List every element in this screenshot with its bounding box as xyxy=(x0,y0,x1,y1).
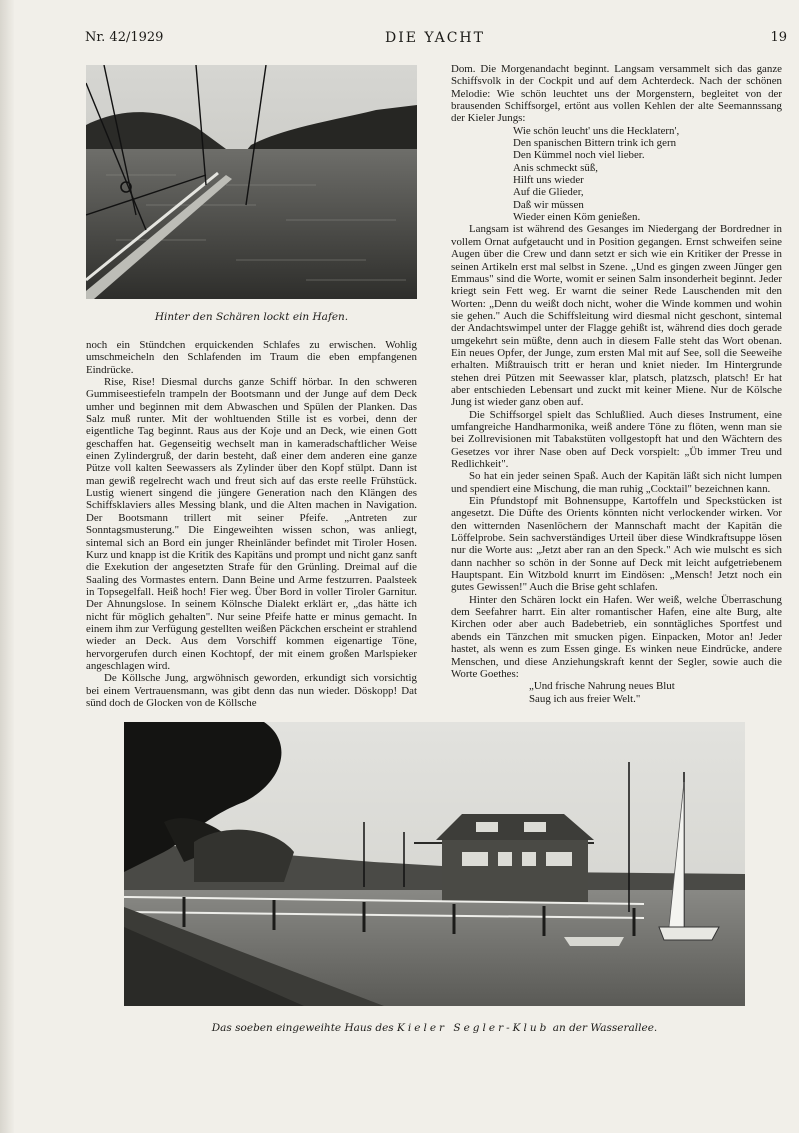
poem-line: Anis schmeckt süß, xyxy=(513,161,598,174)
issue-number: Nr. 42/1929 xyxy=(85,30,164,45)
goethe-quote xyxy=(451,680,782,705)
paragraph: Dom. Die Morgenandacht beginnt. Langsam versammelt sich das ganze Schiffsvolk in der Cockpit und auf dem Achterdeck. Nach der schönen Melodie: Wie schön leuchtet uns der Morgenstern, begleitet von der brausenden Schiffsorgel, ertönt aus vollen Kehlen der alte Seemannssang der Kieler Jungs: xyxy=(451,63,782,125)
figure-caption-clubhouse xyxy=(124,1022,745,1034)
page-edge xyxy=(0,0,14,1133)
paragraph: Die Schiffsorgel spielt das Schlußlied. Auch dieses Instrument, eine umfangreiche Handharmonika, weiß andere Töne zu flöten, wenn man sie bei Zollrevisionen mit Tabakstüten vollgestopft hat und den Wächtern des Gesetzes vor ihrer Nase oben auf Deck vorspielt: „Üb immer Treu und Redlichkeit". xyxy=(451,408,782,470)
poem-line: Den Kümmel noch viel lieber. xyxy=(513,149,645,162)
caption-club-name: Kieler Segler-Klub xyxy=(397,1022,550,1034)
figure-caption-skerries: Hinter den Schären lockt ein Hafen. xyxy=(154,311,349,323)
page-number: 19 xyxy=(770,30,787,45)
poem-line: Auf die Glieder, xyxy=(513,186,584,199)
paragraph: Langsam ist während des Gesanges im Niedergang der Bordredner in vollem Ornat aufgetaucht und in Position gegangen. Ernst schweifen seine Augen über die Crew und dann setzt er sich wie ein Kritiker der Presse in seinen Artikeln erst mal selbst in Szene. „Und es gingen zween Jünger gen Emmaus" sind die Worte, womit er seinen Salm insonderheit beginnt. Jeder kriegt sein Fett weg. Er warnt die seiner Rede Lauschenden mit den Worten: „Denn du weißt doch nicht, woher die Winde kommen und wohin sie gehen." Auch die Schiffsleitung wird diesmal nicht geschont, sintemal der Andachtswimpel unter der Flagge gehißt ist, während dies doch gerade umgekehrt sein müßte, denn auch in diesem Falle steht das Wort obenan. Ein neues Opfer, der Junge, zum ersten Mal mit auf See, soll die Seeweihe erhalten. Mißtrauisch tritt er heran und kniet nieder. Im Hintergrunde stehen drei Pützen mit Seewasser klar, platsch, platzsch, platsch! Er hat aber entschieden Lebensart und zuckt mit keiner Miene. Nur de Kölsche Jung ist wieder ganz oben auf. xyxy=(451,223,782,409)
poem xyxy=(451,125,782,224)
poem-line: Daß wir müssen xyxy=(513,198,584,211)
page-header xyxy=(85,30,787,50)
quote-line: „Und frische Nahrung neues Blut xyxy=(529,680,675,693)
left-column-text xyxy=(86,339,417,709)
quote-line: Saug ich aus freier Welt." xyxy=(529,692,641,705)
paragraph: noch ein Stündchen erquickenden Schlafes zu erwischen. Wohlig umschmeicheln den Schlafenden im Traum die eben empfangenen Eindrücke. xyxy=(86,339,417,376)
photo-skerries xyxy=(86,65,417,299)
poem-line: Hilft uns wieder xyxy=(513,174,584,187)
caption-text: Das soeben eingeweihte Haus des xyxy=(211,1022,394,1034)
photo-clubhouse xyxy=(124,722,745,1006)
paragraph: Ein Pfundstopf mit Bohnensuppe, Kartoffeln und Speckstücken ist angesetzt. Die Düfte des Orients könnten nicht verlockender wirken. Vor den witternden Nasenlöchern der Mannschaft macht der Kapitän die Löffelprobe. Sein sachverständiges Urteil über diese Windkraftsuppe lösen nur die Worte aus: „Jetzt aber ran an den Speck." Ach wie mulscht es sich dann nachher so schön in der Sonne auf Deck mit leicht aufgetriebenem Hauptspant. Ein Witzbold knurrt im Eindösen: „Mensch! Jetzt noch ein gutes Gewissen!" Auch die Brise geht schlafen. xyxy=(451,495,782,594)
poem-line: Den spanischen Bittern trink ich gern xyxy=(513,137,677,150)
paragraph: De Köllsche Jung, argwöhnisch geworden, erkundigt sich vorsichtig bei einem Vertrauensmann, was gibt denn das nun wieder. Döskopp! Dat sünd doch de Glocken von de Köllsche xyxy=(86,672,417,709)
journal-title: DIE YACHT xyxy=(385,30,485,46)
paragraph: Hinter den Schären lockt ein Hafen. Wer weiß, welche Überraschung dem Seefahrer harrt. Ein alter romantischer Hafen, eine alte Burg, alte Kirchen oder aber auch Badebetrieb, ein sonntägliches Sportfest und abends ein Tänzchen mit smucken pigen. Einpacken, Motor an! Jeder hastet, als wenn es zum Essen ginge. Es winken neue Eindrücke, andere Menschen, und diese Anziehungskraft kennt der Segler, sowie auch die Worte Goethes: xyxy=(451,593,782,680)
right-column-text xyxy=(451,63,782,705)
caption-text: an der Wasserallee. xyxy=(552,1022,658,1034)
poem-line: Wieder einen Köm genießen. xyxy=(513,211,641,224)
poem-line: Wie schön leucht' uns die Hecklatern', xyxy=(513,124,680,137)
paragraph: Rise, Rise! Diesmal durchs ganze Schiff hörbar. In den schweren Gummiseestiefeln trampeln der Bootsmann und der Junge auf dem Deck umher und beginnen mit dem Abwaschen und Spülen der Planken. Das Salz muß runter. Mit der wohltuenden Stille ist es vorbei, denn der eigentliche Tag beginnt. Raus aus der Koje und an Deck, wie einen Gott geschaffen hat. Gegenseitig wechselt man in kameradschaftlicher Weise einen Zylindergruß, der darin besteht, daß einer dem anderen eine ganze Pütze voll kalten Seewassers als Zylinder über den Kopf stülpt. Dann ist man gewiß regelrecht wach und freut sich auf das erste reelle Frühstück. Lustig wienert singend die jüngere Generation nach den Klängen des Schiffsklaviers alles Messing blank, und die Alten machen in Navigation. Der Bootsmann trillert mit seiner Pfeife. „Antreten zur Sonntagsmusterung." Die Eingeweihten wissen schon, was anliegt, sintemal sich an Bord ein junger Rheinländer befindet mit Tiroler Hosen. Kurz und knapp ist die Kritik des Kapitäns und prompt und nicht ganz sanft die Exekution der angesetzten Strafe für den Grünling. Dreimal auf die Saaling des Vormastes entern. Dann Beine und Arme festzurren. Paalsteek in Topsegelfall. Heiß hoch! Fier weg. Über Bord in voller Tiroler Garnitur. Der Ahnungslose. In seinem Kölnsche Dialekt erklärt er, „das hätte ich nicht für möglich gehalten". Nur seine Pfeife hatte er minus gemacht. In einem ihm zur Verfügung gestellten weißen Päckchen erscheint er strahlend wieder an Deck. Aus dem Vorschiff kommen eigenartige Töne, hervorgerufen durch einen Kochtopf, der mit einem großen Marlspieker angeschlagen wird. xyxy=(86,376,417,672)
paragraph: So hat ein jeder seinen Spaß. Auch der Kapitän läßt sich nicht lumpen und spendiert eine Mischung, die man ruhig „Cocktail" bezeichnen kann. xyxy=(451,470,782,495)
